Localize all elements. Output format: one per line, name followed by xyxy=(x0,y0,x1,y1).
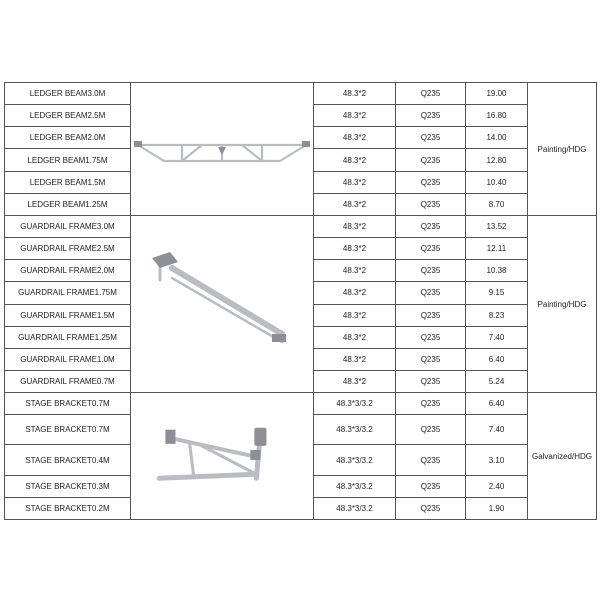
weight-cell: 3.10 xyxy=(466,445,528,475)
weight-cell: 6.40 xyxy=(466,393,528,415)
product-name-cell: STAGE BRACKET0.2M xyxy=(5,497,131,519)
material-cell: Q235 xyxy=(396,370,466,392)
table-row xyxy=(5,393,597,415)
spec-cell: 48.3*2 xyxy=(314,370,396,392)
material-cell: Q235 xyxy=(396,475,466,497)
weight-cell: 7.40 xyxy=(466,415,528,445)
product-spec-table xyxy=(4,82,597,520)
material-cell: Q235 xyxy=(396,193,466,215)
product-name-cell: GUARDRAIL FRAME2.5M xyxy=(5,238,131,260)
weight-cell: 12.80 xyxy=(466,149,528,171)
product-name-cell: LEDGER BEAM3.0M xyxy=(5,83,131,105)
product-name-cell: LEDGER BEAM2.0M xyxy=(5,127,131,149)
weight-cell: 13.52 xyxy=(466,216,528,238)
weight-cell: 2.40 xyxy=(466,475,528,497)
weight-cell: 19.00 xyxy=(466,83,528,105)
weight-cell: 16.80 xyxy=(466,105,528,127)
product-name-cell: GUARDRAIL FRAME2.0M xyxy=(5,260,131,282)
material-cell: Q235 xyxy=(396,497,466,519)
product-name-cell: GUARDRAIL FRAME1.25M xyxy=(5,326,131,348)
product-name-cell: GUARDRAIL FRAME1.0M xyxy=(5,348,131,370)
spec-cell: 48.3*2 xyxy=(314,83,396,105)
material-cell: Q235 xyxy=(396,105,466,127)
material-cell: Q235 xyxy=(396,171,466,193)
weight-cell: 14.00 xyxy=(466,127,528,149)
product-name-cell: STAGE BRACKET0.7M xyxy=(5,415,131,445)
weight-cell: 8.70 xyxy=(466,193,528,215)
weight-cell: 7.40 xyxy=(466,326,528,348)
material-cell: Q235 xyxy=(396,260,466,282)
weight-cell: 12.11 xyxy=(466,238,528,260)
material-cell: Q235 xyxy=(396,445,466,475)
spec-cell: 48.3*3/3.2 xyxy=(314,393,396,415)
product-name-cell: STAGE BRACKET0.4M xyxy=(5,445,131,475)
material-cell: Q235 xyxy=(396,83,466,105)
material-cell: Q235 xyxy=(396,326,466,348)
product-name-cell: GUARDRAIL FRAME1.5M xyxy=(5,304,131,326)
product-name-cell: GUARDRAIL FRAME0.7M xyxy=(5,370,131,392)
table-row xyxy=(5,83,597,105)
finish-cell: Galvanized/HDG xyxy=(528,393,597,520)
material-cell: Q235 xyxy=(396,127,466,149)
spec-cell: 48.3*2 xyxy=(314,193,396,215)
product-name-cell: LEDGER BEAM1.25M xyxy=(5,193,131,215)
product-name-cell: LEDGER BEAM1.5M xyxy=(5,171,131,193)
stage-bracket-image xyxy=(131,393,314,520)
spec-cell: 48.3*3/3.2 xyxy=(314,475,396,497)
weight-cell: 8.23 xyxy=(466,304,528,326)
weight-cell: 10.40 xyxy=(466,171,528,193)
spec-cell: 48.3*2 xyxy=(314,216,396,238)
spec-cell: 48.3*2 xyxy=(314,171,396,193)
material-cell: Q235 xyxy=(396,238,466,260)
product-name-cell: GUARDRAIL FRAME1.75M xyxy=(5,282,131,304)
spec-cell: 48.3*2 xyxy=(314,149,396,171)
spec-cell: 48.3*2 xyxy=(314,238,396,260)
material-cell: Q235 xyxy=(396,216,466,238)
product-name-cell: LEDGER BEAM1.75M xyxy=(5,149,131,171)
material-cell: Q235 xyxy=(396,348,466,370)
spec-cell: 48.3*2 xyxy=(314,348,396,370)
material-cell: Q235 xyxy=(396,415,466,445)
spec-cell: 48.3*2 xyxy=(314,326,396,348)
material-cell: Q235 xyxy=(396,304,466,326)
table-row xyxy=(5,216,597,238)
spec-cell: 48.3*2 xyxy=(314,304,396,326)
spec-cell: 48.3*3/3.2 xyxy=(314,497,396,519)
spec-cell: 48.3*2 xyxy=(314,105,396,127)
product-name-cell: LEDGER BEAM2.5M xyxy=(5,105,131,127)
finish-cell: Painting/HDG xyxy=(528,216,597,393)
weight-cell: 5.24 xyxy=(466,370,528,392)
weight-cell: 1.90 xyxy=(466,497,528,519)
ledger-beam-image xyxy=(131,83,314,216)
product-name-cell: STAGE BRACKET0.7M xyxy=(5,393,131,415)
material-cell: Q235 xyxy=(396,393,466,415)
guardrail-frame-image xyxy=(131,216,314,393)
spec-cell: 48.3*3/3.2 xyxy=(314,415,396,445)
spec-cell: 48.3*2 xyxy=(314,127,396,149)
material-cell: Q235 xyxy=(396,282,466,304)
product-name-cell: GUARDRAIL FRAME3.0M xyxy=(5,216,131,238)
weight-cell: 9.15 xyxy=(466,282,528,304)
finish-cell: Painting/HDG xyxy=(528,83,597,216)
spec-cell: 48.3*2 xyxy=(314,282,396,304)
product-name-cell: STAGE BRACKET0.3M xyxy=(5,475,131,497)
spec-cell: 48.3*3/3.2 xyxy=(314,445,396,475)
spec-cell: 48.3*2 xyxy=(314,260,396,282)
weight-cell: 6.40 xyxy=(466,348,528,370)
material-cell: Q235 xyxy=(396,149,466,171)
weight-cell: 10.38 xyxy=(466,260,528,282)
